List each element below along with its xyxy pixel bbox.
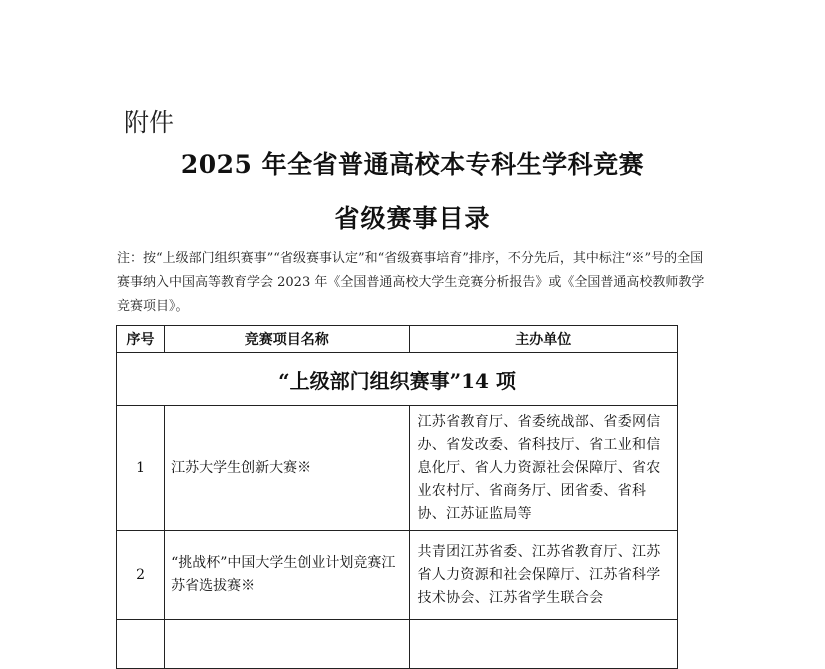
- header-organizer: 主办单位: [409, 326, 678, 353]
- row-organizer: 共青团江苏省委、江苏省教育厅、江苏省人力资源和社会保障厅、江苏省科学技术协会、江苏省学生联合会: [409, 531, 678, 620]
- row-name-empty: [165, 620, 409, 669]
- section-title: “上级部门组织赛事”14 项: [117, 353, 678, 406]
- row-no-empty: [117, 620, 165, 669]
- row-organizer: 江苏省教育厅、省委统战部、省委网信办、省发改委、省科技厅、省工业和信息化厅、省人力资源社会保障厅、省农业农村厅、省商务厅、团省委、省科协、江苏证监局等: [409, 406, 678, 531]
- document-subtitle: 省级赛事目录: [334, 204, 491, 233]
- note-paragraph: 注：按“上级部门组织赛事”“省级赛事认定”和“省级赛事培育”排序，不分先后，其中标注“※”号的全国赛事纳入中国高等教育学会 2023 年《全国普通高校大学生竞赛分析报告》或《全国普通高校教师教学竞赛项目》。: [117, 251, 705, 314]
- table-row: [117, 620, 678, 669]
- table-row: [117, 531, 678, 620]
- row-name: 江苏大学生创新大赛※: [165, 406, 409, 531]
- header-no: 序号: [117, 326, 165, 353]
- attachment-label: 附件: [124, 108, 175, 137]
- row-no: 2: [117, 531, 165, 620]
- header-name: 竞赛项目名称: [165, 326, 409, 353]
- row-no: 1: [117, 406, 165, 531]
- row-organizer-empty: [409, 620, 678, 669]
- table-row: [117, 406, 678, 531]
- row-name: “挑战杯”中国大学生创业计划竞赛江苏省选拔赛※: [165, 531, 409, 620]
- document-title: 2025 年全省普通高校本专科生学科竞赛: [180, 150, 645, 179]
- events-table: [116, 325, 678, 669]
- table-header-row: [117, 326, 678, 353]
- section-row: [117, 353, 678, 406]
